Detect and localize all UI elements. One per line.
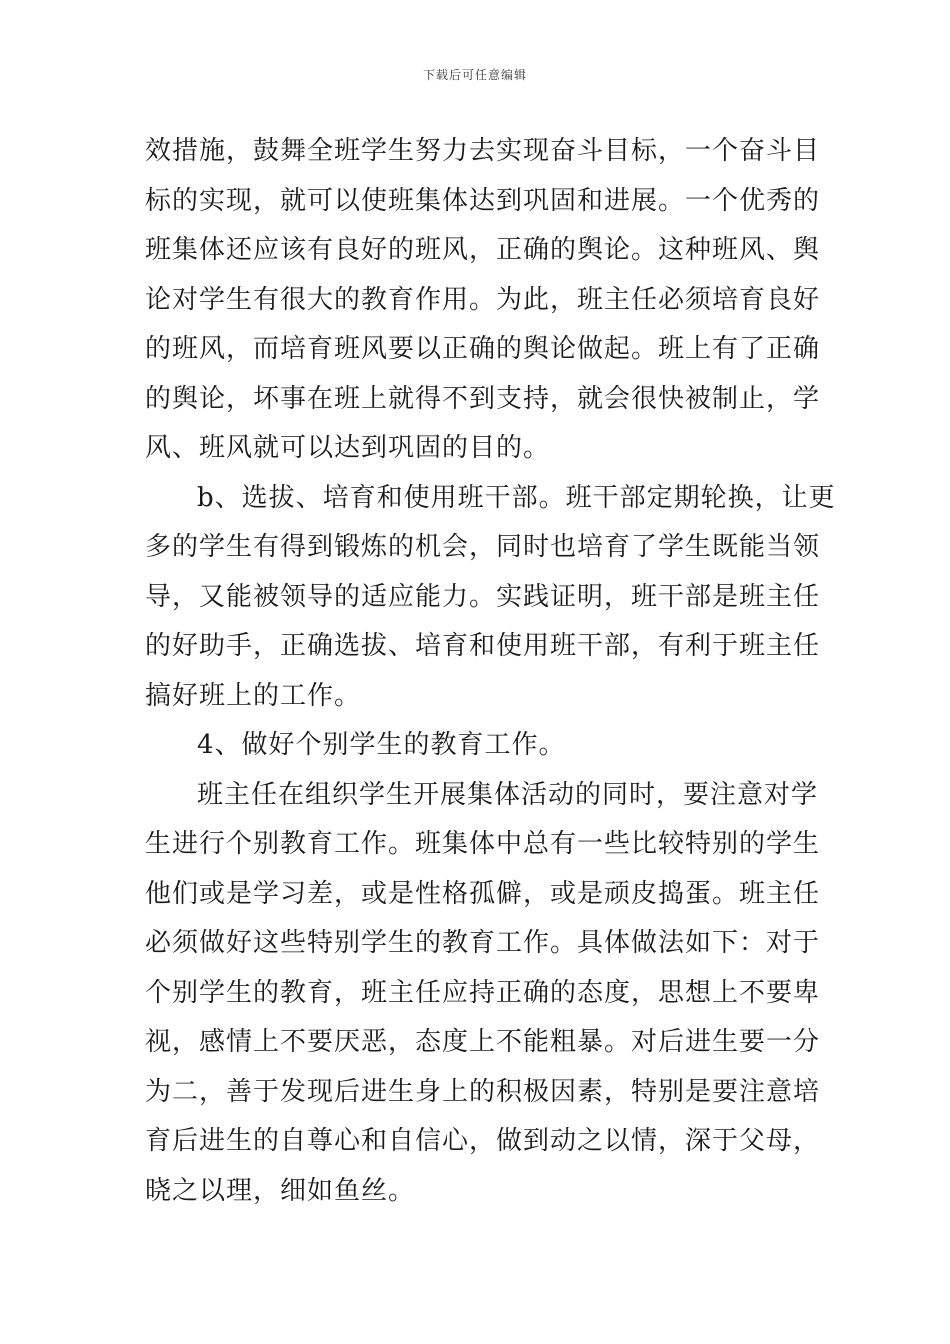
section-heading: 4、做好个别学生的教育工作。	[197, 730, 566, 760]
text-line: 多的学生有得到锻炼的机会，同时也培育了学生既能当领	[145, 532, 821, 562]
text-line: 的班风，而培育班风要以正确的舆论做起。班上有了正确	[145, 334, 821, 364]
text-line: 的好助手，正确选拔、培育和使用班干部，有利于班主任	[145, 631, 821, 661]
text-line: 效措施，鼓舞全班学生努力去实现奋斗目标，一个奋斗目	[145, 136, 821, 166]
text-line: 风、班风就可以达到巩固的目的。	[145, 433, 551, 463]
text-line: 生进行个别教育工作。班集体中总有一些比较特别的学生	[145, 829, 821, 859]
text-line: 班集体还应该有良好的班风，正确的舆论。这种班风、舆	[145, 235, 821, 265]
text-line: 个别学生的教育，班主任应持正确的态度，思想上不要卑	[145, 977, 821, 1008]
text-line: 的舆论，坏事在班上就得不到支持，就会很快被制止，学	[145, 383, 821, 414]
text-line: 必须做好这些特别学生的教育工作。具体做法如下：对于	[145, 928, 821, 958]
text-line: 为二，善于发现后进生身上的积极因素，特别是要注意培	[145, 1076, 821, 1107]
paragraph-start-line: 班主任在组织学生开展集体活动的同时，要注意对学	[197, 779, 819, 810]
paragraph-start-line: b、选拔、培育和使用班干部。班干部定期轮换，让更	[197, 482, 836, 513]
page-header: 下载后可任意编辑	[422, 68, 527, 82]
text-line: 育后进生的自尊心和自信心，做到动之以情，深于父母，	[145, 1126, 821, 1156]
text-line: 导，又能被领导的适应能力。实践证明，班干部是班主任	[145, 581, 821, 612]
text-line: 论对学生有很大的教育作用。为此，班主任必须培育良好	[145, 284, 821, 315]
text-line: 标的实现，就可以使班集体达到巩固和进展。一个优秀的	[145, 185, 821, 216]
text-line: 搞好班上的工作。	[145, 680, 362, 711]
text-line: 他们或是学习差，或是性格孤僻，或是顽皮捣蛋。班主任	[145, 878, 821, 909]
text-line: 晓之以理，细如鱼丝。	[145, 1175, 416, 1206]
document-body	[145, 127, 836, 1216]
text-line: 视，感情上不要厌恶，态度上不能粗暴。对后进生要一分	[145, 1027, 821, 1057]
